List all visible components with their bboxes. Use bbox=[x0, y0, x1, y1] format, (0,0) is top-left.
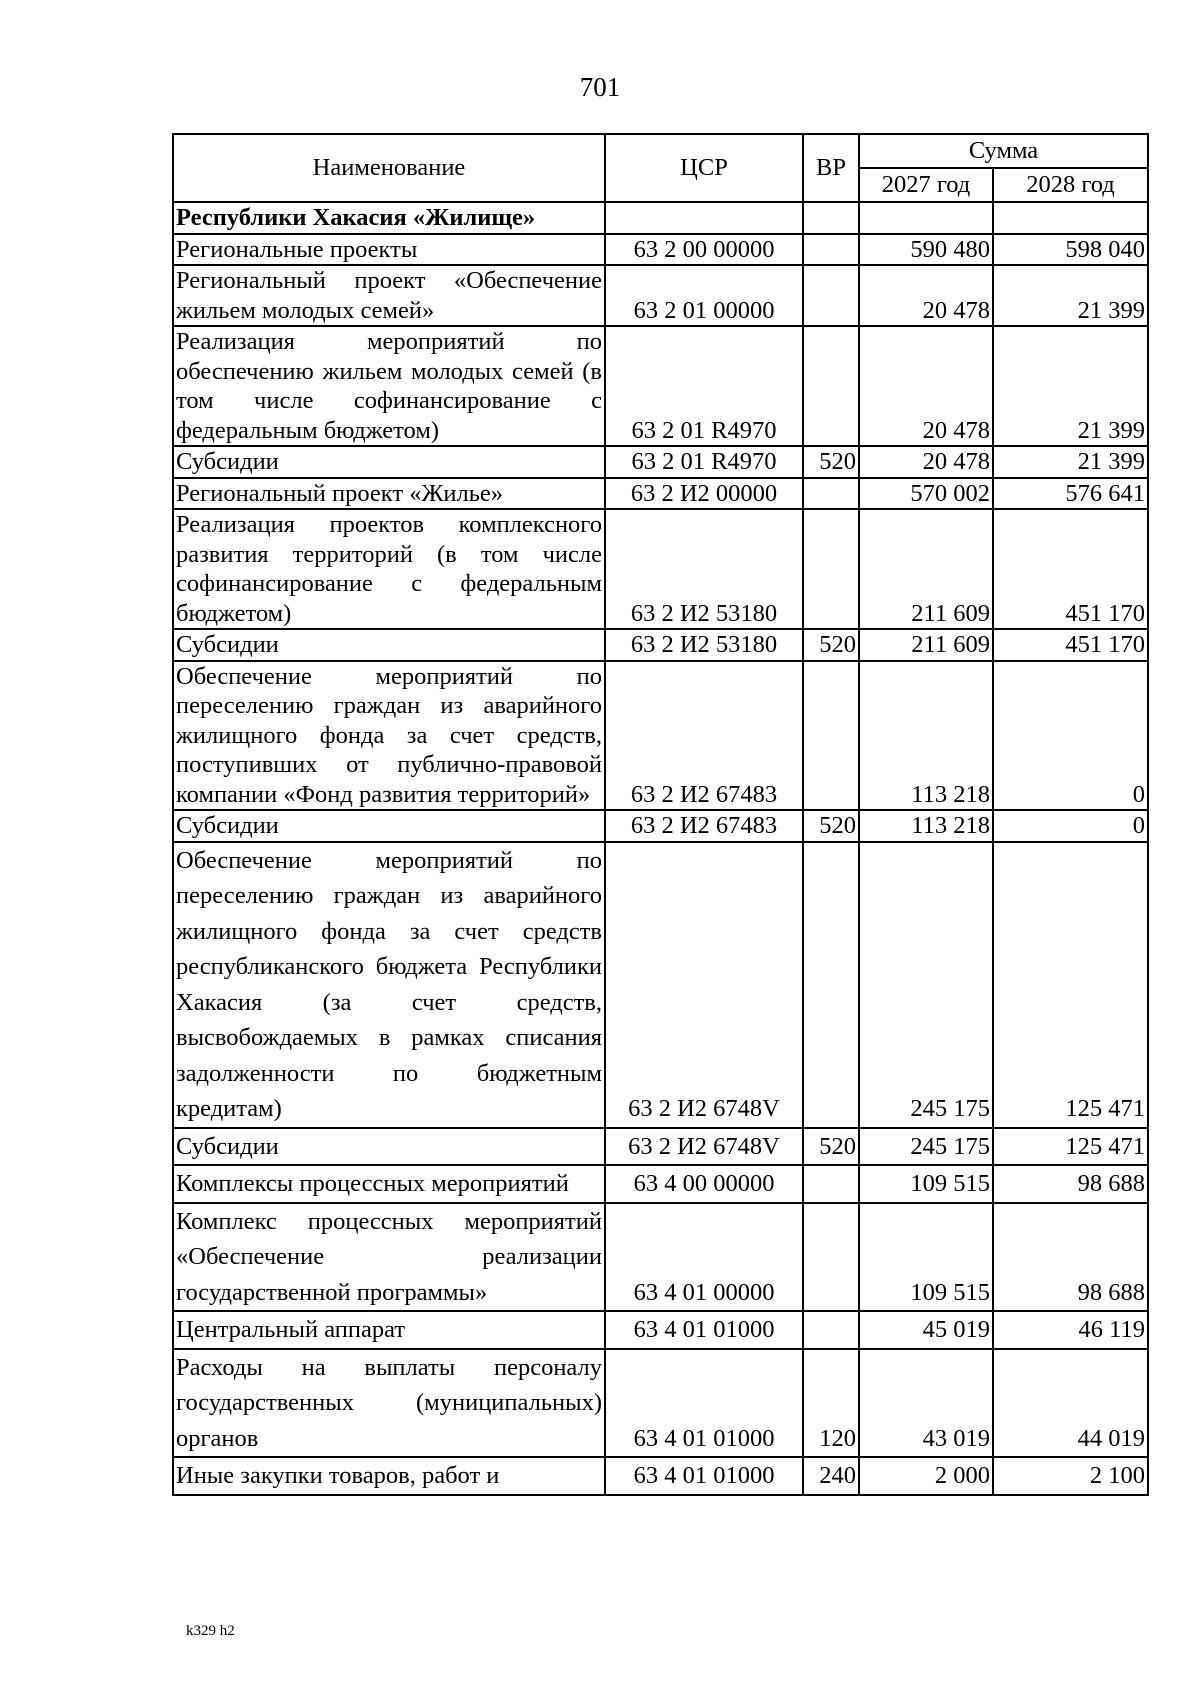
row-csr: 63 4 01 01000 bbox=[605, 1457, 803, 1495]
table-row bbox=[173, 509, 1148, 629]
row-vr bbox=[803, 661, 859, 811]
row-sum-2028: 125 471 bbox=[993, 842, 1148, 1128]
row-name: Комплекс процессных мероприятий «Обеспечение реализации государственной программы» bbox=[173, 1203, 605, 1312]
row-name: Реализация мероприятий по обеспечению жильем молодых семей (в том числе софинансирование с федеральным бюджетом) bbox=[173, 326, 605, 446]
row-vr bbox=[803, 234, 859, 266]
table-row bbox=[173, 202, 1148, 234]
row-csr: 63 2 00 00000 bbox=[605, 234, 803, 266]
row-sum-2028: 0 bbox=[993, 661, 1148, 811]
row-csr: 63 2 И2 53180 bbox=[605, 629, 803, 661]
row-vr: 520 bbox=[803, 1128, 859, 1166]
table-row bbox=[173, 326, 1148, 446]
row-name: Иные закупки товаров, работ и bbox=[173, 1457, 605, 1495]
row-csr: 63 2 И2 67483 bbox=[605, 661, 803, 811]
table-row bbox=[173, 1165, 1148, 1203]
row-name: Расходы на выплаты персоналу государственных (муниципальных) органов bbox=[173, 1349, 605, 1458]
row-sum-2028: 2 100 bbox=[993, 1457, 1148, 1495]
row-name: Субсидии bbox=[173, 810, 605, 842]
row-csr: 63 4 01 01000 bbox=[605, 1349, 803, 1458]
row-vr bbox=[803, 326, 859, 446]
header-name: Наименование bbox=[173, 134, 605, 202]
table-row bbox=[173, 1128, 1148, 1166]
table-row bbox=[173, 661, 1148, 811]
row-vr: 240 bbox=[803, 1457, 859, 1495]
row-name: Субсидии bbox=[173, 446, 605, 478]
row-csr: 63 2 И2 00000 bbox=[605, 478, 803, 510]
table-row bbox=[173, 842, 1148, 1128]
row-sum-2027: 43 019 bbox=[859, 1349, 993, 1458]
row-name: Обеспечение мероприятий по переселению граждан из аварийного жилищного фонда за счет средств, поступивших от публично-правовой компании «Фонд развития территорий» bbox=[173, 661, 605, 811]
row-sum-2028: 125 471 bbox=[993, 1128, 1148, 1166]
row-sum-2027: 109 515 bbox=[859, 1165, 993, 1203]
row-vr bbox=[803, 1203, 859, 1312]
row-sum-2027: 211 609 bbox=[859, 629, 993, 661]
table-row bbox=[173, 810, 1148, 842]
row-name: Реализация проектов комплексного развития территорий (в том числе софинансирование с федеральным бюджетом) bbox=[173, 509, 605, 629]
header-sum: Сумма bbox=[859, 134, 1148, 168]
row-sum-2028: 21 399 bbox=[993, 265, 1148, 326]
row-sum-2027: 20 478 bbox=[859, 326, 993, 446]
table-row bbox=[173, 265, 1148, 326]
row-sum-2027: 570 002 bbox=[859, 478, 993, 510]
row-sum-2028: 451 170 bbox=[993, 629, 1148, 661]
row-sum-2028: 21 399 bbox=[993, 326, 1148, 446]
row-csr: 63 2 01 R4970 bbox=[605, 326, 803, 446]
row-vr: 520 bbox=[803, 446, 859, 478]
row-csr bbox=[605, 202, 803, 234]
table-row bbox=[173, 478, 1148, 510]
row-sum-2028: 98 688 bbox=[993, 1203, 1148, 1312]
row-vr bbox=[803, 509, 859, 629]
table-row bbox=[173, 234, 1148, 266]
row-vr bbox=[803, 202, 859, 234]
row-name: Комплексы процессных мероприятий bbox=[173, 1165, 605, 1203]
row-name: Региональные проекты bbox=[173, 234, 605, 266]
row-sum-2028: 0 bbox=[993, 810, 1148, 842]
row-name: Обеспечение мероприятий по переселению граждан из аварийного жилищного фонда за счет средств республиканского бюджета Республики Хакасия (за счет средств, высвобождаемых в рамках списания задолженности по бюджетным кредитам) bbox=[173, 842, 605, 1128]
row-sum-2027: 590 480 bbox=[859, 234, 993, 266]
row-sum-2028: 44 019 bbox=[993, 1349, 1148, 1458]
table-row bbox=[173, 446, 1148, 478]
row-vr: 520 bbox=[803, 629, 859, 661]
row-sum-2028: 46 119 bbox=[993, 1311, 1148, 1349]
header-year-2027: 2027 год bbox=[859, 168, 993, 202]
row-vr bbox=[803, 842, 859, 1128]
row-name: Региональный проект «Жилье» bbox=[173, 478, 605, 510]
row-name: Региональный проект «Обеспечение жильем молодых семей» bbox=[173, 265, 605, 326]
table-row bbox=[173, 1311, 1148, 1349]
table-row bbox=[173, 1349, 1148, 1458]
header-year-2028: 2028 год bbox=[993, 168, 1148, 202]
row-csr: 63 2 01 00000 bbox=[605, 265, 803, 326]
row-sum-2027: 245 175 bbox=[859, 1128, 993, 1166]
row-name: Субсидии bbox=[173, 629, 605, 661]
row-csr: 63 2 И2 67483 bbox=[605, 810, 803, 842]
row-vr: 520 bbox=[803, 810, 859, 842]
row-sum-2028: 98 688 bbox=[993, 1165, 1148, 1203]
row-vr bbox=[803, 478, 859, 510]
table-row bbox=[173, 629, 1148, 661]
row-csr: 63 2 01 R4970 bbox=[605, 446, 803, 478]
table-row bbox=[173, 1203, 1148, 1312]
row-vr bbox=[803, 1311, 859, 1349]
row-vr bbox=[803, 265, 859, 326]
row-csr: 63 4 01 00000 bbox=[605, 1203, 803, 1312]
row-sum-2027: 20 478 bbox=[859, 265, 993, 326]
table-row bbox=[173, 1457, 1148, 1495]
row-sum-2027: 245 175 bbox=[859, 842, 993, 1128]
row-csr: 63 2 И2 6748V bbox=[605, 1128, 803, 1166]
row-csr: 63 2 И2 6748V bbox=[605, 842, 803, 1128]
row-sum-2028 bbox=[993, 202, 1148, 234]
page-number: 701 bbox=[579, 72, 621, 102]
row-sum-2027: 2 000 bbox=[859, 1457, 993, 1495]
row-sum-2027 bbox=[859, 202, 993, 234]
budget-table bbox=[172, 133, 1149, 1496]
row-sum-2028: 451 170 bbox=[993, 509, 1148, 629]
row-name: Республики Хакасия «Жилище» bbox=[173, 202, 605, 234]
row-sum-2028: 598 040 bbox=[993, 234, 1148, 266]
row-sum-2027: 45 019 bbox=[859, 1311, 993, 1349]
row-sum-2027: 113 218 bbox=[859, 810, 993, 842]
row-sum-2027: 109 515 bbox=[859, 1203, 993, 1312]
row-sum-2028: 21 399 bbox=[993, 446, 1148, 478]
row-sum-2027: 20 478 bbox=[859, 446, 993, 478]
header-csr: ЦСР bbox=[605, 134, 803, 202]
row-csr: 63 4 00 00000 bbox=[605, 1165, 803, 1203]
row-sum-2028: 576 641 bbox=[993, 478, 1148, 510]
row-name: Субсидии bbox=[173, 1128, 605, 1166]
row-vr: 120 bbox=[803, 1349, 859, 1458]
row-vr bbox=[803, 1165, 859, 1203]
row-csr: 63 4 01 01000 bbox=[605, 1311, 803, 1349]
row-sum-2027: 211 609 bbox=[859, 509, 993, 629]
header-vr: ВР bbox=[803, 134, 859, 202]
document-code: k329 h2 bbox=[186, 1623, 235, 1639]
row-name: Центральный аппарат bbox=[173, 1311, 605, 1349]
row-csr: 63 2 И2 53180 bbox=[605, 509, 803, 629]
row-sum-2027: 113 218 bbox=[859, 661, 993, 811]
